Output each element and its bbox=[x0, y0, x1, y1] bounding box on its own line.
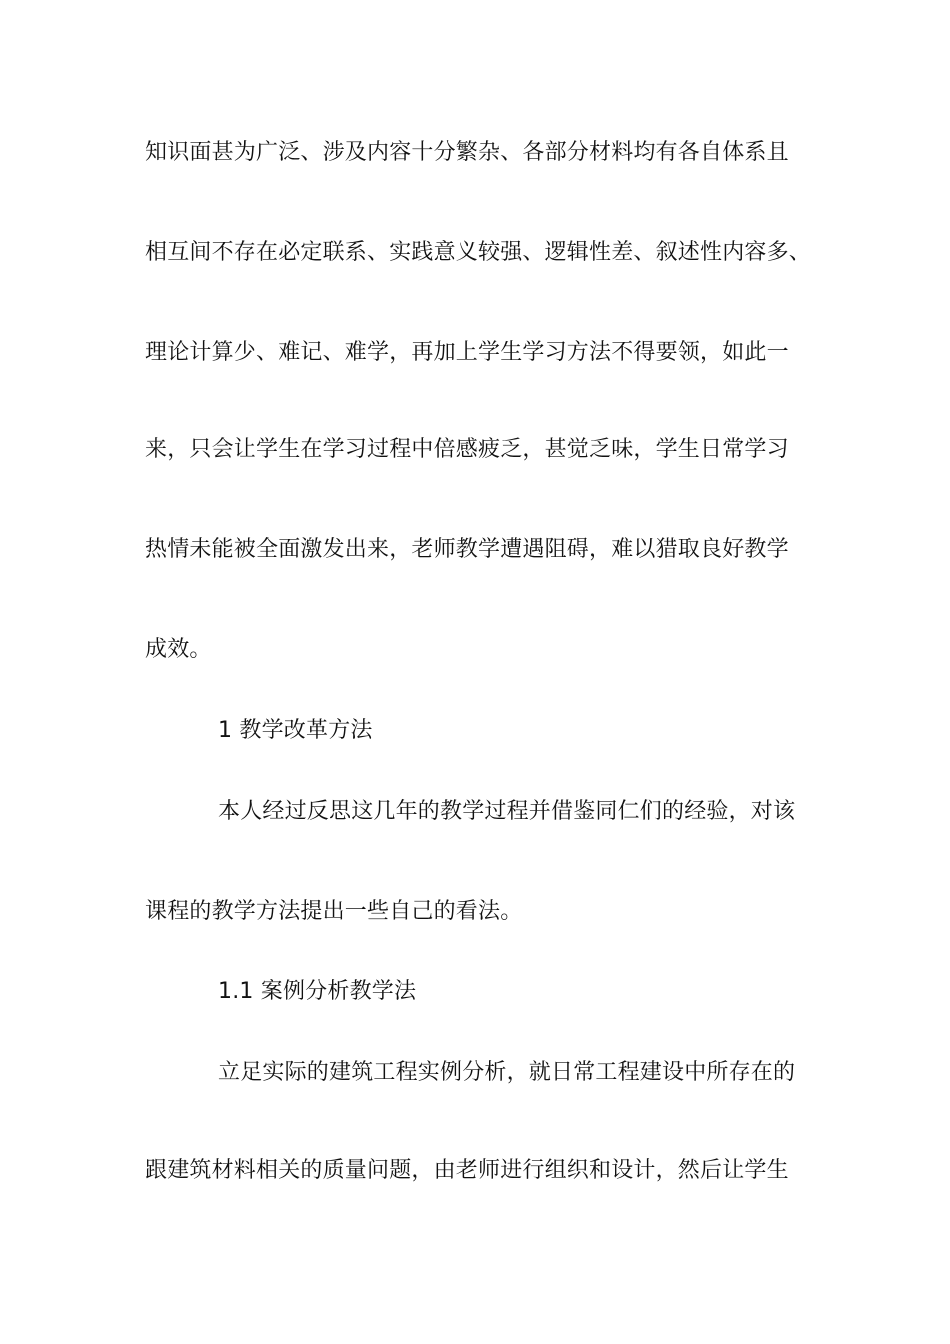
paragraph-line: 相互间不存在必定联系、实践意义较强、逻辑性差、叙述性内容多、 bbox=[145, 240, 812, 265]
paragraph-line: 成效。 bbox=[145, 637, 212, 662]
paragraph-line: 立足实际的建筑工程实例分析，就日常工程建设中所存在的 bbox=[218, 1060, 796, 1085]
paragraph-line: 热情未能被全面激发出来，老师教学遭遇阻碍，难以猎取良好教学 bbox=[145, 537, 789, 562]
paragraph-line: 跟建筑材料相关的质量问题，由老师进行组织和设计，然后让学生 bbox=[145, 1158, 789, 1183]
paragraph-line: 理论计算少、难记、难学，再加上学生学习方法不得要领，如此一 bbox=[145, 340, 789, 365]
paragraph-line: 本人经过反思这几年的教学过程并借鉴同仁们的经验，对该 bbox=[218, 799, 796, 824]
paragraph-line: 知识面甚为广泛、涉及内容十分繁杂、各部分材料均有各自体系且 bbox=[145, 140, 789, 165]
paragraph-line: 来，只会让学生在学习过程中倍感疲乏，甚觉乏味，学生日常学习 bbox=[145, 437, 789, 462]
subsection-heading: 1.1 案例分析教学法 bbox=[218, 979, 417, 1004]
paragraph-line: 课程的教学方法提出一些自己的看法。 bbox=[145, 899, 523, 924]
section-heading: 1 教学改革方法 bbox=[218, 718, 373, 743]
